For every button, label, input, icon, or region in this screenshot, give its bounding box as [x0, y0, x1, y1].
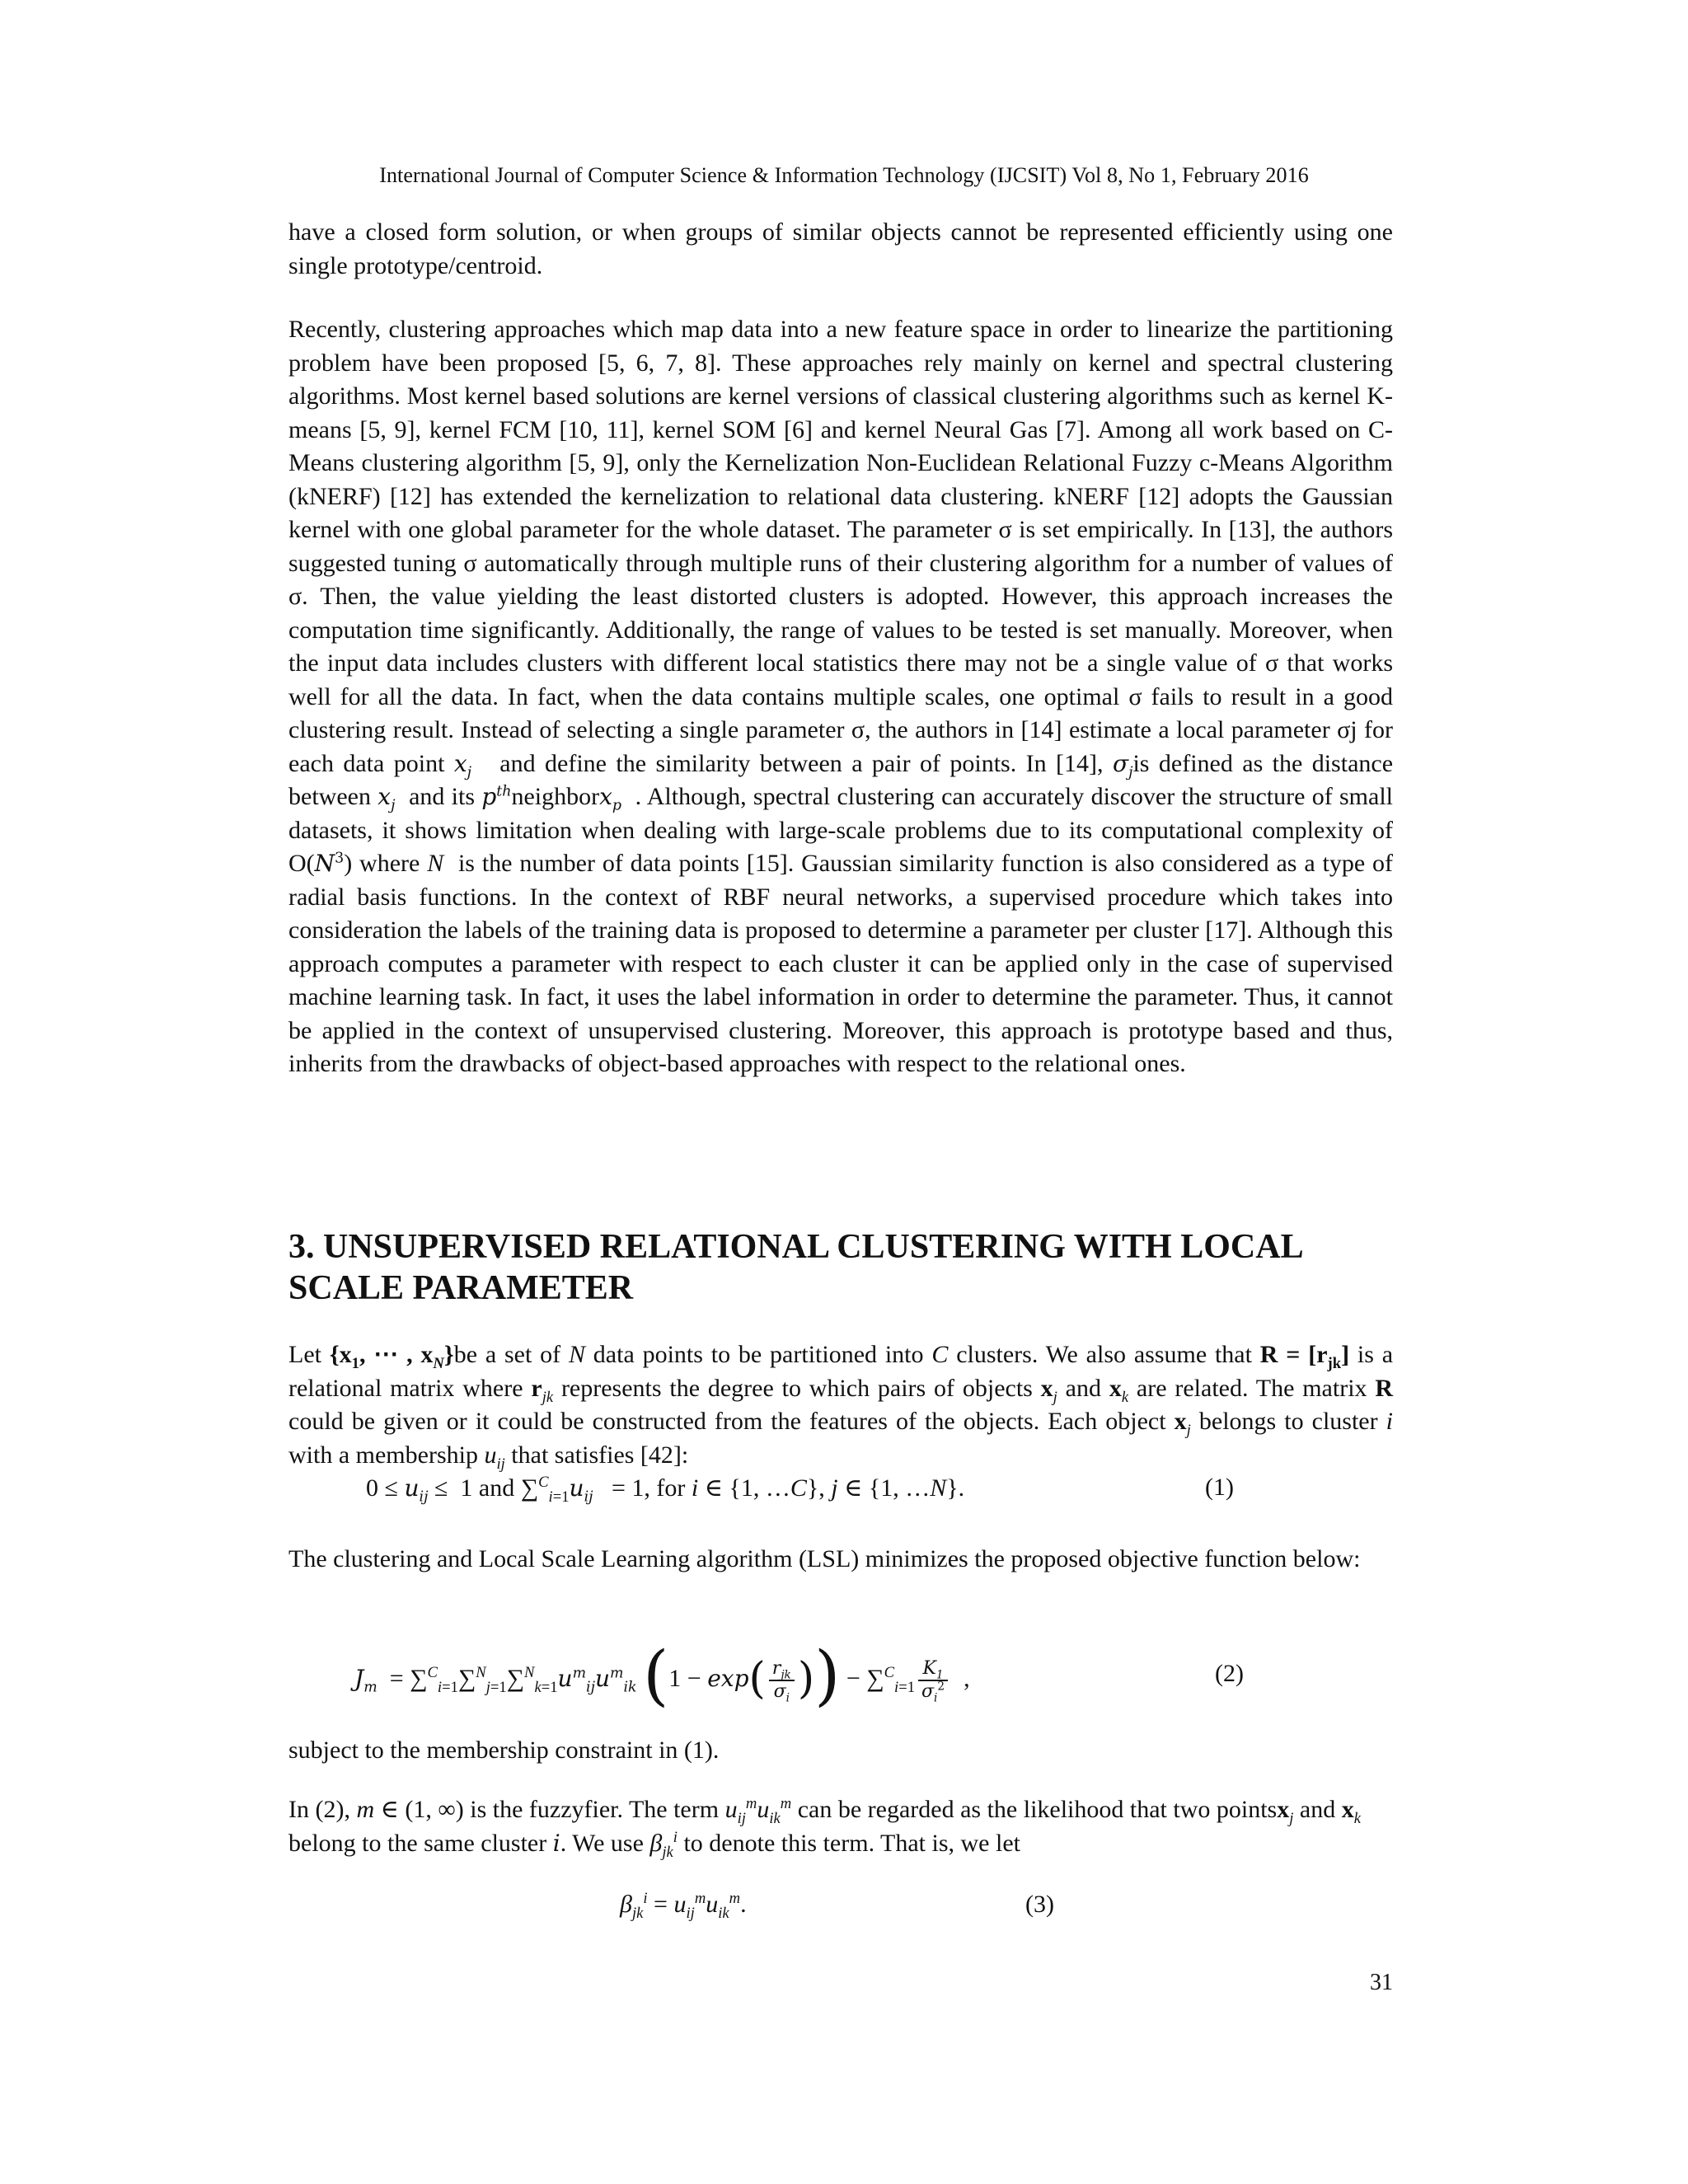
equation-2-number: (2)	[1215, 1660, 1244, 1687]
equation-3: $\beta_{jk}^i = u_{ij}^mu_{ik}^m$.	[620, 1890, 747, 1922]
p2-text-a: Recently, clustering approaches which map data into a new feature space in order to linearize the partitioning problem have been proposed [5, 6, 7, 8]. These approaches rely mainly on kernel and spectral clustering algorithms. Most kernel based solutions are kernel versions of classical clustering algorithms such as kernel K-means [5, 9], kernel FCM [10, 11], kernel SOM [6] and kernel Neural Gas [7]. Among all work based on C-Means clustering algorithm [5, 9], only the Kernelization Non-Euclidean Relational Fuzzy c-Means Algorithm (kNERF) [12] has extended the kernelization to relational data clustering. kNERF [12] adopts the Gaussian kernel with one global parameter for the whole dataset. The parameter σ is set empirically. In [13], the authors suggested tuning σ automatically through multiple runs of their clustering algorithm for a number of values of σ. Then, the value yielding the least distorted clusters is adopted. However, this approach increases the computation time significantly. Additionally, the range of values to be tested is set manually. Moreover, when the input data includes clusters with different local statistics there may not be a single value of σ that works well for all the data. In fact, when the data contains multiple scales, one optimal σ fails to result in a good clustering result. Instead of selecting a single parameter σ, the authors in [14] estimate a local parameter σj for each data point	[288, 316, 1393, 777]
p2-text-b: and define the similarity between a pair of points. In [14],	[499, 749, 1104, 777]
paragraph-3: Let {$x_1$, ⋯ , $x_N\}be$ a set of N data points to be partitioned into C clusters. We also assume that $R = [r_{jk}]$ is a relational matrix where $r_{jk}$ represents the degree to which pairs of objects $x_j$ and $x_k$ are related. The matrix R could be given or it could be constructed from the features of the objects. Each object $x_j$ belongs to cluster i with a membership $u_{ij}$ that satisfies [42]:	[288, 1341, 1394, 1473]
p2-text-g: ) where	[344, 850, 420, 877]
page-number: 31	[1370, 1970, 1393, 1995]
paragraph-5: subject to the membership constraint in (1).	[288, 1736, 720, 1764]
equation-1: $0 \le u_{ij} \le 1$ and $\sum^C_{i=1}u_{ij}$ = 1, for i ∈ {1, …C}, j ∈ {1, …N}.	[366, 1474, 965, 1506]
p2-text-d: and its	[409, 783, 476, 810]
paragraph-1: have a closed form solution, or when groups of similar objects cannot be represented efficiently using one single prototype/centroid.	[288, 218, 1393, 279]
p2-text-h: is the number of data points [15]. Gaussian similarity function is also considered as a type of radial basis functions. In the context of RBF neural networks, a supervised procedure which takes into consideration the labels of the training data is proposed to determine a parameter per cluster [17]. Although this approach computes a parameter with respect to each cluster it can be applied only in the case of supervised machine learning task. In fact, it uses the label information in order to determine the parameter. Thus, it cannot be applied in the context of unsupervised clustering. Moreover, this approach is prototype based and thus, inherits from the drawbacks of object-based approaches with respect to the relational ones.	[288, 850, 1394, 1077]
paragraph-2: Recently, clustering approaches which map data into a new feature space in order to linearize the partitioning problem have been proposed [5, 6, 7, 8]. These approaches rely mainly on kernel and spectral clustering algorithms. Most kernel based solutions are kernel versions of classical clustering algorithms such as kernel K-means [5, 9], kernel FCM [10, 11], kernel SOM [6] and kernel Neural Gas [7]. Among all work based on C-Means clustering algorithm [5, 9], only the Kernelization Non-Euclidean Relational Fuzzy c-Means Algorithm (kNERF) [12] has extended the kernelization to relational data clustering. kNERF [12] adopts the Gaussian kernel with one global parameter for the whole dataset. The parameter σ is set empirically. In [13], the authors suggested tuning σ automatically through multiple runs of their clustering algorithm for a number of values of σ. Then, the value yielding the least distorted clusters is adopted. However, this approach increases the computation time significantly. Additionally, the range of values to be tested is set manually. Moreover, when the input data includes clusters with different local statistics there may not be a single value of σ that works well for all the data. In fact, when the data contains multiple scales, one optimal σ fails to result in a good clustering result. Instead of selecting a single parameter σ, the authors in [14] estimate a local parameter σj for each data point $x_j$ and define the similarity between a pair of points. In [14], $\sigma_jis$ defined as the distance between $x_j$ and its $p^{th}neighborx_p$ . Although, spectral clustering can accurately discover the structure of small datasets, it shows limitation when dealing with large-scale problems due to its computational complexity of $O(N^3)$ where N is the number of data points [15]. Gaussian similarity function is also considered as a type of radial basis functions. In the context of RBF neural networks, a supervised procedure which takes into consideration the labels of the training data is proposed to determine a parameter per cluster [17]. Although this approach computes a parameter with respect to each cluster it can be applied only in the case of supervised machine learning task. In fact, it uses the label information in order to determine the parameter. Thus, it cannot be applied in the context of unsupervised clustering. Moreover, this approach is prototype based and thus, inherits from the drawbacks of object-based approaches with respect to the relational ones.	[288, 316, 1394, 1077]
equation-2: $J_m = \sum^C_{i=1}\sum^N_{j=1}\sum^N_{k=1}u^m_{ij}u^m_{ik}$ (1 − exp( $\frac{r_{jk}}{\sigma_i}$ )) − ∑$^C_{i=1}$ $\frac{K_1}{\sigma_i^2}$ ,	[354, 1637, 970, 1713]
p2-text-e: neighbor	[511, 783, 600, 810]
p2-text-c: is defined as the distance between	[288, 749, 1394, 810]
paragraph-6: In (2), m ∈ (1, ∞) is the fuzzyfier. The term $u_{ij}^mu_{ik}^m$ can be regarded as the likelihood that two pointsx$_j$ and $x_k$ belong to the same cluster i. We use $\beta_{jk}^i$ to denote this term. That is, we let	[288, 1795, 1361, 1861]
running-header: International Journal of Computer Science & Information Technology (IJCSIT) Vol 8, No 1, February 2016	[379, 163, 1309, 187]
paragraph-4: The clustering and Local Scale Learning algorithm (LSL) minimizes the proposed objective function below:	[288, 1545, 1361, 1572]
p2-text-f: . Although, spectral clustering can accurately discover the structure of small datasets, it shows limitation when dealing with large-scale problems due to its computational complexity of O(	[288, 783, 1394, 877]
section-heading: 3. UNSUPERVISED RELATIONAL CLUSTERING WITH LOCAL SCALE PARAMETER	[288, 1228, 1302, 1307]
equation-3-number: (3)	[1025, 1891, 1054, 1918]
equation-1-number: (1)	[1205, 1474, 1234, 1501]
